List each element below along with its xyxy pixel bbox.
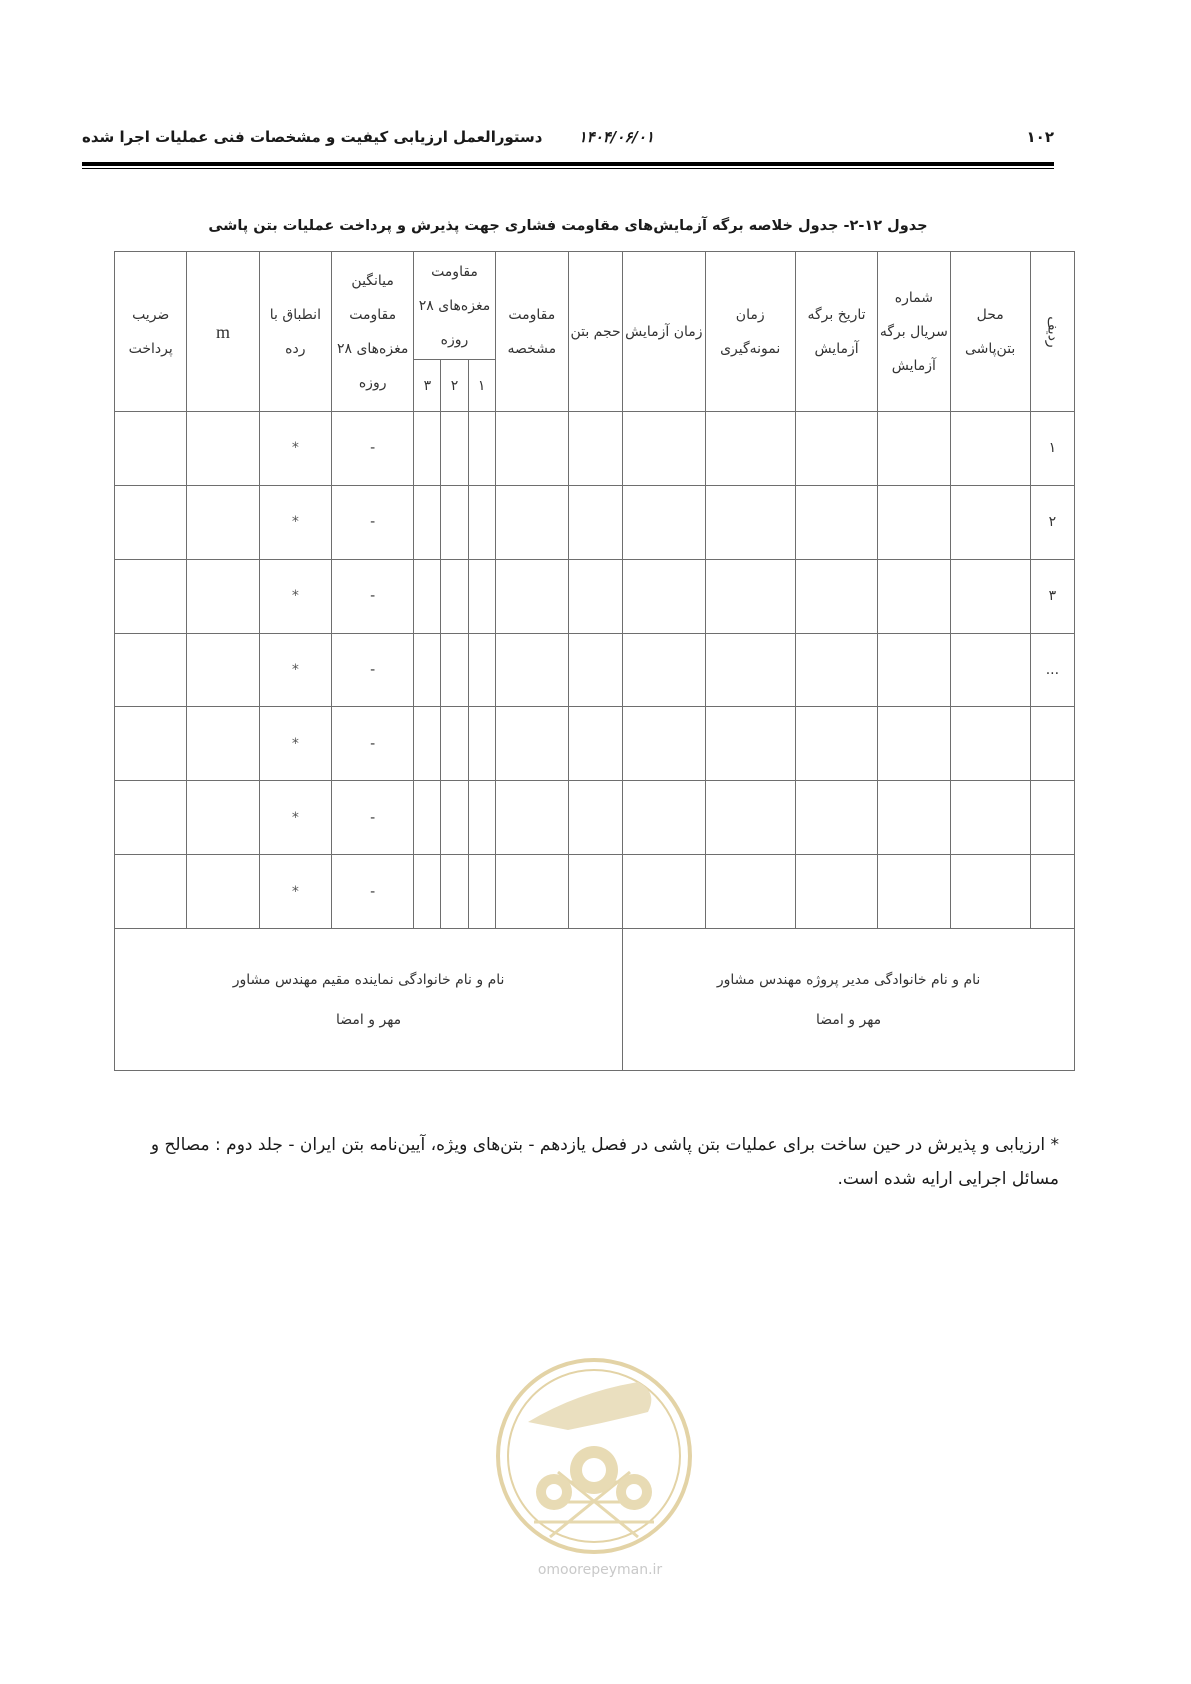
row-number: ... (1030, 633, 1074, 707)
cell-sampling-time (705, 633, 795, 707)
cell-conformity: * (259, 781, 331, 855)
cell-volume (568, 485, 622, 559)
cell-avg-strength: - (332, 559, 414, 633)
cell-core-1 (468, 707, 495, 781)
cell-date (795, 781, 877, 855)
table-row (115, 412, 1075, 486)
summary-table (114, 251, 1075, 1071)
cell-serial (878, 781, 950, 855)
row-number: ۲ (1030, 485, 1074, 559)
cell-m (187, 412, 259, 486)
cell-serial (878, 559, 950, 633)
cell-payment-factor (115, 485, 187, 559)
cell-serial (878, 855, 950, 929)
cell-serial (878, 633, 950, 707)
cell-core-3 (414, 633, 441, 707)
header-core-3: ۳ (414, 360, 441, 412)
cell-location (950, 633, 1030, 707)
cell-core-2 (441, 707, 468, 781)
cell-date (795, 633, 877, 707)
header-m: m (187, 252, 259, 412)
table-row (115, 781, 1075, 855)
header-date: تاریخ برگه آزمایش (795, 252, 877, 412)
header-test-time: زمان آزمایش (623, 252, 705, 412)
cell-conformity: * (259, 559, 331, 633)
cell-conformity: * (259, 707, 331, 781)
header-volume: حجم بتن (568, 252, 622, 412)
cell-conformity: * (259, 485, 331, 559)
cell-test-time (623, 633, 705, 707)
cell-payment-factor (115, 781, 187, 855)
cell-specified-strength (495, 412, 568, 486)
cell-core-2 (441, 559, 468, 633)
cell-core-2 (441, 781, 468, 855)
header-rule-thin (82, 168, 1054, 169)
cell-core-2 (441, 855, 468, 929)
row-number (1030, 781, 1074, 855)
cell-core-1 (468, 559, 495, 633)
cell-avg-strength: - (332, 633, 414, 707)
cell-date (795, 855, 877, 929)
cell-serial (878, 485, 950, 559)
cell-test-time (623, 485, 705, 559)
cell-test-time (623, 707, 705, 781)
cell-sampling-time (705, 559, 795, 633)
document-title: دستورالعمل ارزیابی کیفیت و مشخصات فنی عملیات اجرا شده (82, 128, 543, 146)
cell-sampling-time (705, 485, 795, 559)
cell-payment-factor (115, 633, 187, 707)
cell-core-2 (441, 412, 468, 486)
cell-test-time (623, 559, 705, 633)
cell-specified-strength (495, 781, 568, 855)
cell-specified-strength (495, 559, 568, 633)
table-caption: جدول ۱۲-۲- جدول خلاصه برگه آزمایش‌های مقاومت فشاری جهت پذیرش و پرداخت عملیات بتن پاشی (208, 218, 928, 234)
cell-core-1 (468, 485, 495, 559)
footnote: * ارزیابی و پذیرش در حین ساخت برای عملیات بتن پاشی در فصل یازدهم - بتن‌های ویژه، آیین‌نامه بتن ایران - جلد دوم : مصالح و مسائل اجرایی ارایه شده است. (150, 1135, 1059, 1189)
row-number: ۳ (1030, 559, 1074, 633)
cell-volume (568, 855, 622, 929)
cell-serial (878, 412, 950, 486)
cell-payment-factor (115, 855, 187, 929)
cell-conformity: * (259, 412, 331, 486)
cell-volume (568, 412, 622, 486)
header-date: ۱۴۰۴/۰۶/۰۱ (578, 128, 654, 146)
header-core-1: ۱ (468, 360, 495, 412)
cell-volume (568, 707, 622, 781)
table-row (115, 559, 1075, 633)
cell-core-2 (441, 485, 468, 559)
cell-location (950, 559, 1030, 633)
cell-date (795, 485, 877, 559)
cell-location (950, 855, 1030, 929)
cell-avg-strength: - (332, 781, 414, 855)
cell-location (950, 412, 1030, 486)
signature-resident-engineer-name: نام و نام خانوادگی نماینده مقیم مهندس مشاور (232, 971, 505, 988)
table-row (115, 633, 1075, 707)
watermark-url: omoorepeyman.ir (537, 1562, 663, 1578)
cell-m (187, 633, 259, 707)
cell-core-3 (414, 412, 441, 486)
cell-date (795, 559, 877, 633)
row-number: ۱ (1030, 412, 1074, 486)
header-conformity: انطباق با رده (259, 252, 331, 412)
cell-payment-factor (115, 559, 187, 633)
cell-sampling-time (705, 855, 795, 929)
header-payment-factor: ضریب پرداخت (115, 252, 187, 412)
cell-m (187, 559, 259, 633)
cell-conformity: * (259, 855, 331, 929)
cell-m (187, 855, 259, 929)
row-number (1030, 707, 1074, 781)
watermark-logo-icon (488, 1352, 700, 1560)
header-location: محل بتن‌پاشی (950, 252, 1030, 412)
cell-sampling-time (705, 707, 795, 781)
cell-m (187, 485, 259, 559)
cell-location (950, 707, 1030, 781)
signature-project-manager-name: نام و نام خانوادگی مدیر پروژه مهندس مشاور (716, 971, 981, 988)
cell-avg-strength: - (332, 707, 414, 781)
cell-sampling-time (705, 412, 795, 486)
cell-payment-factor (115, 412, 187, 486)
cell-conformity: * (259, 633, 331, 707)
header-rule-thick (82, 162, 1054, 166)
header-row-no: ردیف (1030, 252, 1074, 412)
table-row (115, 855, 1075, 929)
cell-core-3 (414, 707, 441, 781)
cell-test-time (623, 412, 705, 486)
cell-payment-factor (115, 707, 187, 781)
cell-core-3 (414, 485, 441, 559)
header-specified-strength: مقاومت مشخصه (495, 252, 568, 412)
cell-core-3 (414, 781, 441, 855)
cell-core-2 (441, 633, 468, 707)
header-sampling-time: زمان نمونه‌گیری (705, 252, 795, 412)
header-serial: شماره سریال برگه آزمایش (878, 252, 950, 412)
cell-date (795, 707, 877, 781)
cell-specified-strength (495, 485, 568, 559)
cell-volume (568, 781, 622, 855)
cell-core-1 (468, 855, 495, 929)
header-core-strength: مقاومت مغزه‌های ۲۸ روزه (414, 252, 495, 360)
signature-resident-engineer-seal: مهر و امضا (336, 1011, 402, 1028)
cell-test-time (623, 855, 705, 929)
cell-location (950, 781, 1030, 855)
cell-volume (568, 633, 622, 707)
cell-avg-strength: - (332, 412, 414, 486)
cell-m (187, 781, 259, 855)
cell-location (950, 485, 1030, 559)
cell-avg-strength: - (332, 485, 414, 559)
cell-core-1 (468, 781, 495, 855)
cell-core-1 (468, 633, 495, 707)
cell-sampling-time (705, 781, 795, 855)
header-avg-strength: میانگین مقاومت مغزه‌های ۲۸ روزه (332, 252, 414, 412)
signature-project-manager (623, 929, 1075, 1071)
cell-specified-strength (495, 707, 568, 781)
signature-project-manager-seal: مهر و امضا (816, 1011, 882, 1028)
cell-serial (878, 707, 950, 781)
header-core-2: ۲ (441, 360, 468, 412)
table-row (115, 485, 1075, 559)
page-number: ۱۰۲ (1026, 128, 1054, 146)
cell-date (795, 412, 877, 486)
cell-volume (568, 559, 622, 633)
row-number (1030, 855, 1074, 929)
cell-test-time (623, 781, 705, 855)
cell-avg-strength: - (332, 855, 414, 929)
page-header (82, 128, 1054, 148)
table-row (115, 707, 1075, 781)
cell-m (187, 707, 259, 781)
cell-specified-strength (495, 633, 568, 707)
signature-resident-engineer (115, 929, 623, 1071)
cell-core-3 (414, 559, 441, 633)
cell-specified-strength (495, 855, 568, 929)
cell-core-1 (468, 412, 495, 486)
cell-core-3 (414, 855, 441, 929)
